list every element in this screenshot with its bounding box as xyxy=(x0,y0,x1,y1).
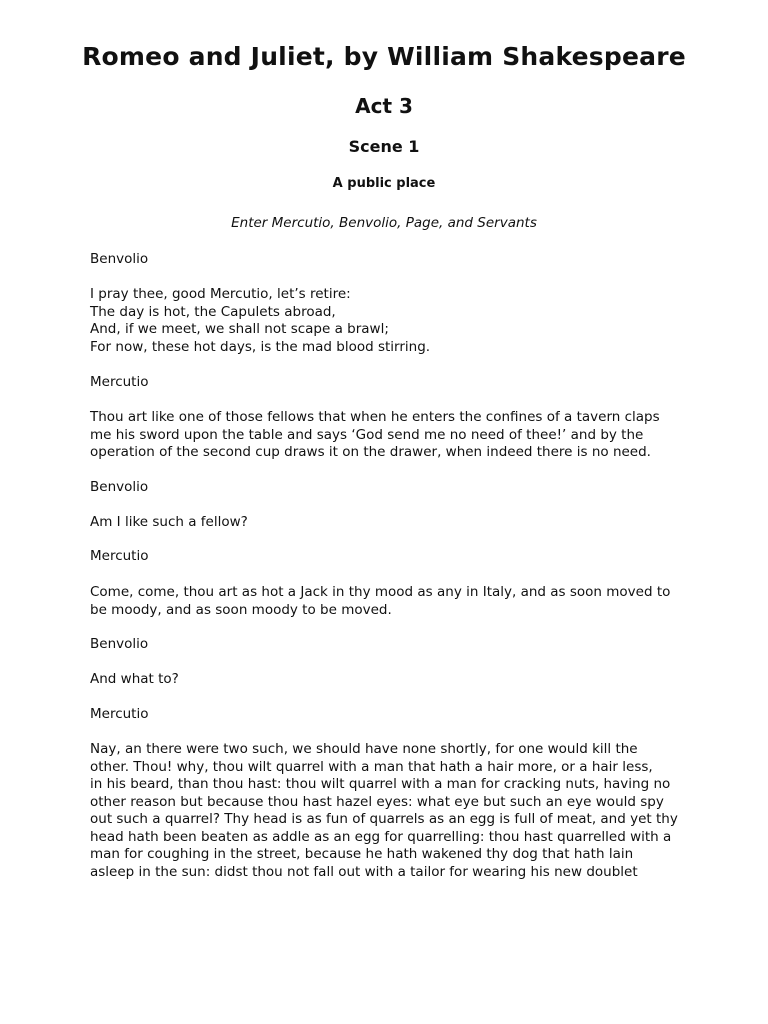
speaker-label: Benvolio xyxy=(90,636,149,652)
speech-block xyxy=(90,741,690,881)
speaker-label: Benvolio xyxy=(90,251,149,267)
speech-block xyxy=(90,286,690,356)
speech-line: Thou art like one of those fellows that when he enters the confines of a tavern claps xyxy=(90,409,660,425)
speaker-name xyxy=(90,548,690,566)
scene-heading: Scene 1 xyxy=(348,137,420,156)
speaker-label: Benvolio xyxy=(90,479,149,495)
speaker-name xyxy=(90,251,690,269)
speech-line: head hath been beaten as addle as an egg for quarrelling: thou hast quarrelled with a xyxy=(90,828,672,845)
speech-block xyxy=(90,514,690,532)
speaker-label: Mercutio xyxy=(90,374,149,390)
place-heading: A public place xyxy=(332,176,436,191)
speech-line: asleep in the sun: didst thou not fall out with a tailor for wearing his new doublet xyxy=(90,863,638,880)
speech-line: operation of the second cup draws it on the drawer, when indeed there is no need. xyxy=(90,444,651,460)
speech-line: I pray thee, good Mercutio, let’s retire: xyxy=(90,286,351,302)
speech-line: in his beard, than thou hast: thou wilt quarrel with a man for cracking nuts, having no xyxy=(90,776,671,792)
speaker-name xyxy=(90,706,690,724)
speaker-label: Mercutio xyxy=(90,548,149,564)
speech-line: Am I like such a fellow? xyxy=(90,514,248,530)
speaker-name xyxy=(90,479,690,497)
speech-line: The day is hot, the Capulets abroad, xyxy=(90,303,336,320)
speech-line: me his sword upon the table and says ‘God send me no need of thee!’ and by the xyxy=(90,426,644,443)
speech-line: For now, these hot days, is the mad blood stirring. xyxy=(90,338,431,355)
speech-line: other reason but because thou hast hazel eyes: what eye but such an eye would spy xyxy=(90,793,664,810)
speaker-name xyxy=(90,636,690,654)
act-heading: Act 3 xyxy=(355,94,413,118)
speech-line: And, if we meet, we shall not scape a brawl; xyxy=(90,321,389,337)
speaker-label: Mercutio xyxy=(90,706,149,722)
speech-line: other. Thou! why, thou wilt quarrel with a man that hath a hair more, or a hair less, xyxy=(90,758,653,775)
speech-block xyxy=(90,409,690,462)
speech-line: out such a quarrel? Thy head is as fun of quarrels as an egg is full of meat, and yet thy xyxy=(90,811,678,827)
speech-line: Come, come, thou art as hot a Jack in thy mood as any in Italy, and as soon moved to xyxy=(90,584,671,600)
speech-line: Nay, an there were two such, we should have none shortly, for one would kill the xyxy=(90,741,638,757)
speech-line: man for coughing in the street, because he hath wakened thy dog that hath lain xyxy=(90,846,634,862)
speech-line: be moody, and as soon moody to be moved. xyxy=(90,601,392,618)
document-title: Romeo and Juliet, by William Shakespeare xyxy=(82,42,686,71)
speaker-name xyxy=(90,374,690,392)
speech-block xyxy=(90,671,690,689)
speech-block xyxy=(90,584,690,619)
speech-line: And what to? xyxy=(90,671,179,687)
stage-direction: Enter Mercutio, Benvolio, Page, and Servants xyxy=(231,215,537,231)
